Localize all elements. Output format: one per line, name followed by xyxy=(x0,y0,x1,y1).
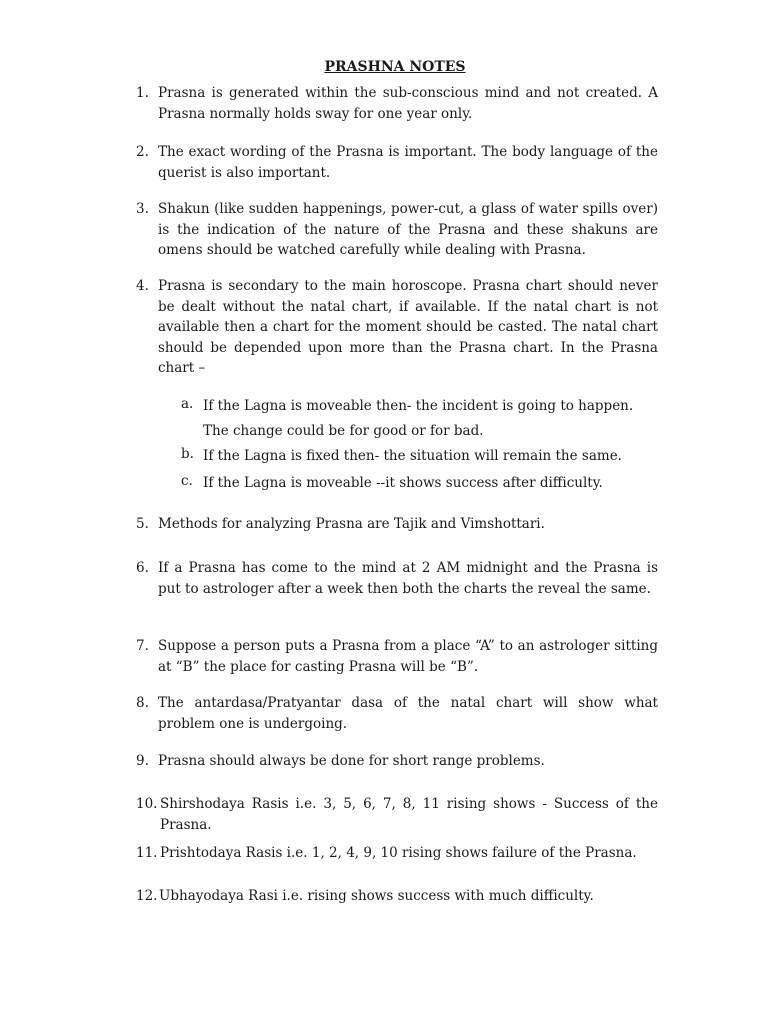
item-text: Prasna is generated within the sub-conscious mind and not created. A Prasna normally holds sway for one year only. xyxy=(158,85,658,122)
list-item xyxy=(136,514,658,535)
list-item xyxy=(136,199,658,261)
item-number: 8. xyxy=(136,695,149,711)
sub-item-letter: b. xyxy=(181,446,194,462)
list-item xyxy=(136,636,658,677)
list-item xyxy=(136,558,658,599)
list-item xyxy=(136,142,658,183)
sub-item-text: If the Lagna is fixed then- the situation will remain the same. xyxy=(203,448,622,464)
sub-item-text: If the Lagna is moveable --it shows success after difficulty. xyxy=(203,475,603,491)
item-text: The antardasa/Pratyantar dasa of the natal chart will show what problem one is undergoing. xyxy=(158,695,658,732)
item-number: 3. xyxy=(136,201,149,217)
list-item xyxy=(136,751,658,772)
list-item xyxy=(136,843,658,864)
sub-list-item xyxy=(181,444,661,469)
item-number: 9. xyxy=(136,753,149,769)
sub-item-letter: a. xyxy=(181,396,194,412)
item-text: Suppose a person puts a Prasna from a place “A” to an astrologer sitting at “B” the place for casting Prasna will be “B”. xyxy=(158,638,658,675)
item-text: Shirshodaya Rasis i.e. 3, 5, 6, 7, 8, 11 rising shows - Success of the Prasna. xyxy=(160,796,658,833)
item-number: 11. xyxy=(136,845,158,861)
item-text: Prishtodaya Rasis i.e. 1, 2, 4, 9, 10 rising shows failure of the Prasna. xyxy=(160,845,637,861)
item-number: 6. xyxy=(136,560,149,576)
item-text: Ubhayodaya Rasi i.e. rising shows success with much difficulty. xyxy=(159,888,594,904)
item-number: 4. xyxy=(136,278,149,294)
item-text: Prasna is secondary to the main horoscope. Prasna chart should never be dealt without the natal chart, if available. If the natal chart is not available then a chart for the moment should be casted. The natal chart should be depended upon more than the Prasna chart. In the Prasna chart – xyxy=(158,278,658,376)
sub-item-text: If the Lagna is moveable then- the incident is going to happen. The change could be for good or for bad. xyxy=(203,398,634,439)
list-item xyxy=(136,794,658,835)
item-number: 7. xyxy=(136,638,149,654)
list-item xyxy=(136,276,658,379)
item-number: 1. xyxy=(136,85,149,101)
item-number: 10. xyxy=(136,796,158,812)
item-text: If a Prasna has come to the mind at 2 AM midnight and the Prasna is put to astrologer after a week then both the charts the reveal the same. xyxy=(158,560,658,597)
item-number: 5. xyxy=(136,516,149,532)
list-item xyxy=(136,886,658,907)
item-number: 2. xyxy=(136,144,149,160)
item-text: Prasna should always be done for short range problems. xyxy=(158,753,545,769)
sub-item-letter: c. xyxy=(181,473,193,489)
list-item xyxy=(136,83,658,124)
item-text: The exact wording of the Prasna is important. The body language of the querist is also important. xyxy=(158,144,658,181)
sub-list-item xyxy=(181,394,661,444)
list-item xyxy=(136,693,658,734)
item-number: 12. xyxy=(136,888,158,904)
item-text: Methods for analyzing Prasna are Tajik and Vimshottari. xyxy=(158,516,545,532)
item-text: Shakun (like sudden happenings, power-cut, a glass of water spills over) is the indication of the nature of the Prasna and these shakuns are omens should be watched carefully while dealing with Prasna. xyxy=(158,201,658,258)
sub-list-item xyxy=(181,471,661,496)
page-title: PRASHNA NOTES xyxy=(324,59,466,75)
